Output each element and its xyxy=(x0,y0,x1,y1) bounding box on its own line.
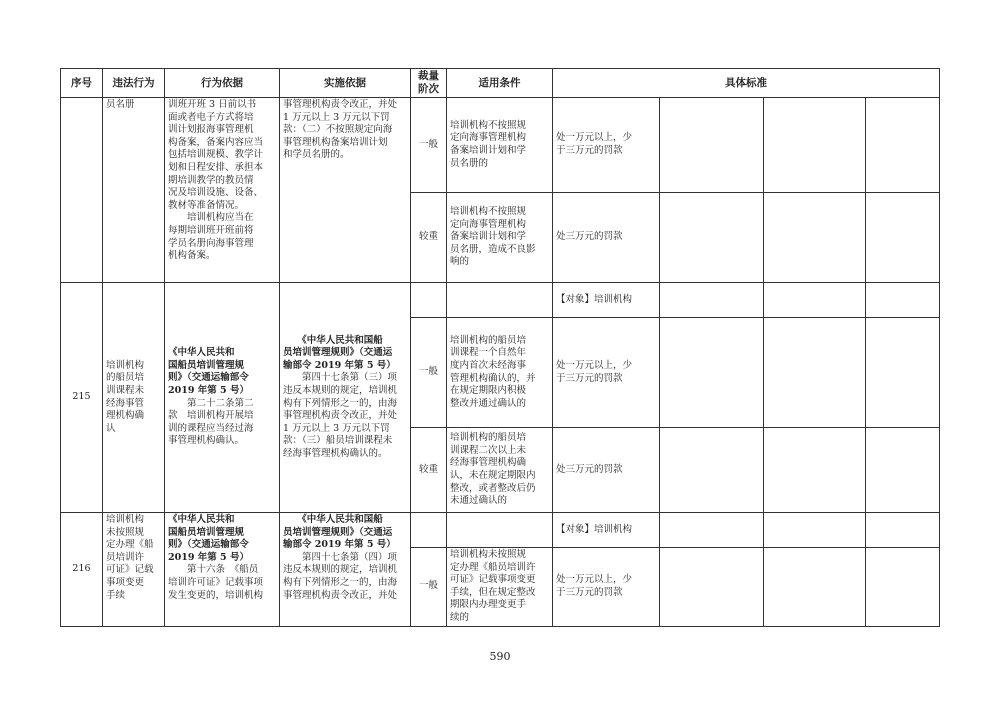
empty-cell xyxy=(447,513,553,548)
empty-cell xyxy=(764,548,866,627)
seq-cell: 215 xyxy=(61,283,103,513)
seq-cell xyxy=(61,98,103,283)
empty-cell xyxy=(660,193,764,283)
table-row xyxy=(61,513,940,548)
level-cell: 一般 xyxy=(411,318,447,428)
object-cell: 【对象】培训机构 xyxy=(553,513,660,548)
basis-title: 《中华人民共和 国船员培训管理规 则》（交通运输部令 2019 年第 5 号） xyxy=(168,347,249,396)
violation-cell: 培训机构 未按照规 定办理《船 员培训许 可证》记载 事项变更 手续 xyxy=(103,513,165,627)
impl-title: 《中华人民共和国船 员培训管理规则》（交通运 输部令 2019 年第 5 号） xyxy=(283,514,396,551)
level-cell: 较重 xyxy=(411,193,447,283)
empty-cell xyxy=(764,98,866,193)
level-cell: 较重 xyxy=(411,428,447,513)
basis-cell xyxy=(165,283,280,513)
standard-cell: 处一万元以上，少 于三万元的罚款 xyxy=(553,98,660,193)
impl-cell xyxy=(280,283,411,513)
empty-cell xyxy=(866,283,940,318)
header-level: 裁量 阶次 xyxy=(411,69,447,98)
empty-cell xyxy=(764,318,866,428)
level-cell: 一般 xyxy=(411,98,447,193)
empty-cell xyxy=(866,548,940,627)
header-condition: 适用条件 xyxy=(447,69,553,98)
empty-cell xyxy=(866,318,940,428)
impl-title: 《中华人民共和国船 员培训管理规则》（交通运 输部令 2019 年第 5 号） xyxy=(283,334,396,371)
empty-cell xyxy=(660,513,764,548)
basis-cell xyxy=(165,513,280,627)
standard-cell: 处三万元的罚款 xyxy=(553,193,660,283)
seq-cell: 216 xyxy=(61,513,103,627)
basis-body: 第十六条 《船员 培训许可证》记载事项 发生变更的，培训机构 xyxy=(168,564,264,601)
empty-cell xyxy=(660,98,764,193)
empty-cell xyxy=(866,513,940,548)
condition-cell: 培训机构未按照规 定办理《船员培训许 可证》记载事项变更 手续，但在规定整改 期限内办理变更手 续的 xyxy=(447,548,553,627)
empty-cell xyxy=(411,283,447,318)
condition-cell: 培训机构的船员培 训课程一个自然年 度内首次未经海事 管理机构确认的，并 在规定期限内积极 整改并通过确认的 xyxy=(447,318,553,428)
empty-cell xyxy=(764,283,866,318)
basis-body: 第二十二条第二 款 培训机构开展培 训的课程应当经过海 事管理机构确认。 xyxy=(168,397,254,447)
table-row xyxy=(61,283,940,318)
empty-cell xyxy=(866,428,940,513)
standard-cell: 处一万元以上，少 于三万元的罚款 xyxy=(553,318,660,428)
violation-cell: 员名册 xyxy=(103,98,165,283)
standard-cell: 处三万元的罚款 xyxy=(553,428,660,513)
header-row xyxy=(61,69,940,98)
condition-cell: 培训机构的船员培 训课程二次以上未 经海事管理机构确 认，未在规定期限内 整改，或者整改后仍 未通过确认的 xyxy=(447,428,553,513)
condition-cell: 培训机构不按照规 定向海事管理机构 备案培训计划和学 员名册的 xyxy=(447,98,553,193)
header-standard: 具体标准 xyxy=(553,69,940,98)
standard-cell: 处一万元以上，少 于三万元的罚款 xyxy=(553,548,660,627)
header-violation: 违法行为 xyxy=(103,69,165,98)
object-cell: 【对象】培训机构 xyxy=(553,283,660,318)
header-basis: 行为依据 xyxy=(165,69,280,98)
empty-cell xyxy=(660,318,764,428)
table-row xyxy=(61,98,940,193)
empty-cell xyxy=(411,513,447,548)
empty-cell xyxy=(866,98,940,193)
page-number: 590 xyxy=(489,650,511,663)
condition-cell: 培训机构不按照规 定向海事管理机构 备案培训计划和学 员名册，造成不良影 响的 xyxy=(447,193,553,283)
empty-cell xyxy=(447,283,553,318)
violation-cell: 培训机构 的船员培 训课程未 经海事管 理机构确 认 xyxy=(103,283,165,513)
basis-cell: 训班开班 3 日前以书 面或者电子方式将培 训计划报海事管理机 构备案，备案内容应当 包括培训规模、教学计 划和日程安排、承担本 期培训教学的教员情 况及培训设施、设备、 教材等准备情况。 培训机构应当在 每期培训班开班前将 学员名册向海事管理 机构备案。 xyxy=(165,98,280,283)
impl-body: 第四十七条第（三）项 违反本规则的规定，培训机 构有下列情形之一的，由海 事管理机构责令改正，并处 1 万元以上 3 万元以下罚 款：（三）船员培训课程未 经海事管理机构确认的。 xyxy=(283,372,398,459)
empty-cell xyxy=(866,193,940,283)
impl-cell xyxy=(280,513,411,627)
impl-body: 第四十七条第（四）项 违反本规则的规定，培训机 构有下列情形之一的，由海 事管理机构责令改正，并处 xyxy=(283,551,398,601)
empty-cell xyxy=(764,513,866,548)
empty-cell xyxy=(660,428,764,513)
empty-cell xyxy=(764,193,866,283)
empty-cell xyxy=(764,428,866,513)
penalty-standards-table xyxy=(60,68,940,627)
impl-cell: 事管理机构责令改正，并处 1 万元以上 3 万元以下罚 款：（二）不按照规定向海 事管理机构备案培训计划 和学员名册的。 xyxy=(280,98,411,283)
empty-cell xyxy=(660,548,764,627)
empty-cell xyxy=(660,283,764,318)
header-impl: 实施依据 xyxy=(280,69,411,98)
basis-title: 《中华人民共和 国船员培训管理规 则》（交通运输部令 2019 年第 5 号） xyxy=(168,514,249,563)
level-cell: 一般 xyxy=(411,548,447,627)
header-seq: 序号 xyxy=(61,69,103,98)
